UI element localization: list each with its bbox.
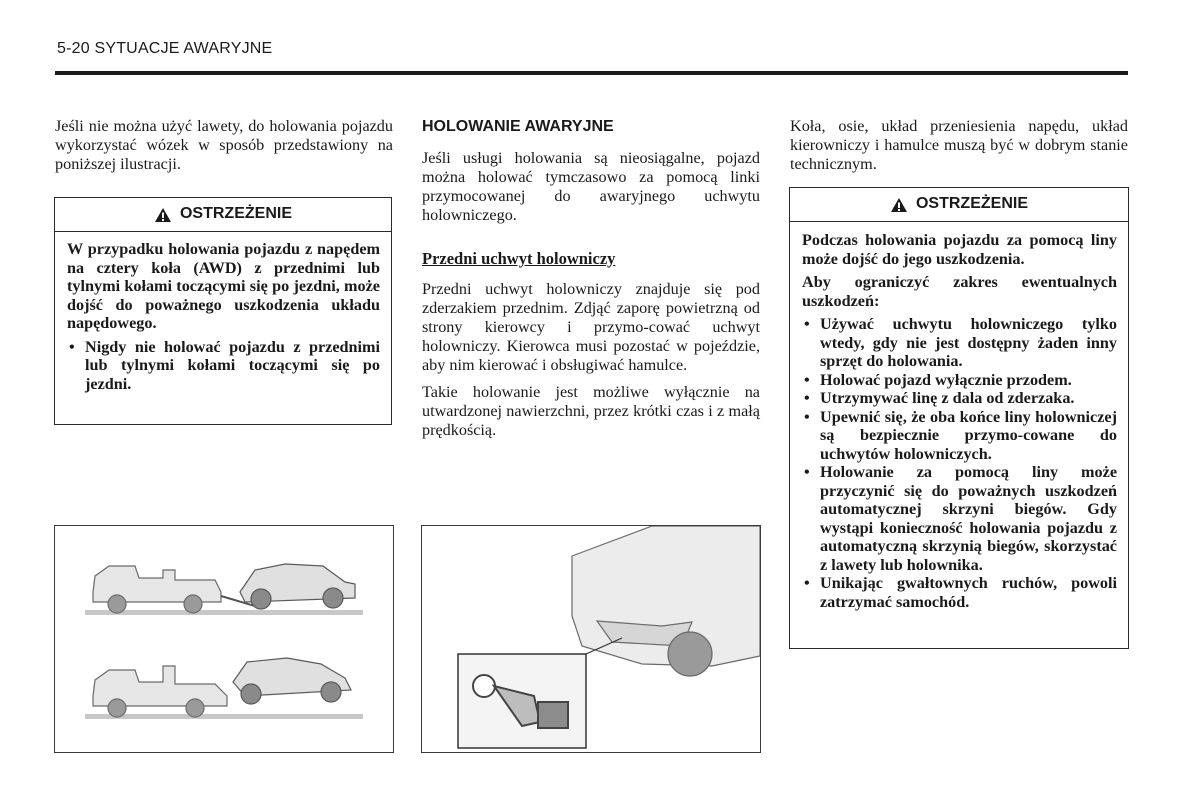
header-rule [55, 71, 1128, 75]
tow-hook-illustration [421, 525, 761, 753]
col2-paragraph-1: Jeśli usługi holowania są nieosiągalne, pojazd można holować tymczasowo za pomocą linki przymocowanej do awaryjnego uchwytu holowniczego. [422, 149, 760, 224]
warning-title-1: OSTRZEŻENIE [179, 205, 292, 223]
col2-paragraph-2: Przedni uchwyt holowniczy znajduje się pod zderzakiem przednim. Zdjąć zaporę powietrzną od strony kierowcy i przymo-cować uchwyt holowniczy. Kierowca musi pozostać w pojeździe, aby nim kierować i obsługiwać hamulce. [422, 280, 760, 374]
warning-box-2 [789, 187, 1129, 649]
towing-dolly-illustration [54, 525, 394, 753]
warning-item: • Używać uchwytu holowniczego tylko wtedy, gdy nie jest dostępny żaden inny sprzęt do holowania. [802, 315, 1117, 371]
warning-text-1: W przypadku holowania pojazdu z napędem na cztery koła (AWD) z przednimi lub tylnymi kołami toczącymi się po jezdni, może dojść do poważnego uszkodzenia układu napędowego. [67, 240, 380, 332]
warning-item: • Holowanie za pomocą liny może przyczynić się do poważnych uszkodzeń automatycznej skrzyni biegów. Gdy wystąpi konieczność holowania pojazdu z automatyczną skrzynią biegów, skorzystać z lawety lub holownika. [802, 463, 1117, 574]
warning-box-1 [54, 197, 392, 425]
page-header: 5-20 SYTUACJE AWARYJNE [57, 40, 273, 57]
warning-icon [154, 207, 172, 223]
tow-hook-drawing [422, 526, 760, 752]
warning-header-1 [55, 198, 391, 232]
col1-intro: Jeśli nie można użyć lawety, do holowania pojazdu wykorzystać wózek w sposób przedstawiony na poniższej ilustracji. [55, 117, 393, 173]
col2-paragraph-3: Takie holowanie jest możliwe wyłącznie na utwardzonej nawierzchni, przez krótki czas i z małą prędkością. [422, 383, 760, 439]
warning-text-2b: Aby ograniczyć zakres ewentualnych uszkodzeń: [802, 273, 1117, 310]
warning-list-2 [802, 315, 1117, 611]
warning-item: • Unikając gwałtownych ruchów, powoli zatrzymać samochód. [802, 574, 1117, 611]
warning-text-2a: Podczas holowania pojazdu za pomocą liny może dojść do jego uszkodzenia. [802, 231, 1117, 268]
subsection-heading: Przedni uchwyt holowniczy [422, 249, 616, 268]
column-3 [790, 117, 1128, 174]
warning-item: • Holować pojazd wyłącznie przodem. [802, 371, 1117, 390]
warning-icon [890, 197, 908, 213]
warning-body-2 [790, 222, 1128, 611]
warning-item: • Upewnić się, że oba końce liny holowniczej są bezpiecznie przymo-cowane do uchwytów holowniczych. [802, 408, 1117, 464]
warning-title-2: OSTRZEŻENIE [915, 195, 1028, 213]
tow-trucks-drawing [55, 526, 393, 752]
column-2 [422, 117, 760, 440]
warning-item: • Nigdy nie holować pojazdu z przednimi lub tylnymi kołami toczącymi się po jezdni. [67, 338, 380, 394]
warning-body-1 [55, 232, 391, 393]
warning-list-1 [67, 338, 380, 394]
warning-item: • Utrzymywać linę z dala od zderzaka. [802, 389, 1117, 408]
column-1 [55, 117, 393, 174]
section-heading: HOLOWANIE AWARYJNE [422, 118, 614, 135]
col3-intro: Koła, osie, układ przeniesienia napędu, układ kierowniczy i hamulce muszą być w dobrym stanie technicznym. [790, 117, 1128, 173]
warning-header-2 [790, 188, 1128, 222]
